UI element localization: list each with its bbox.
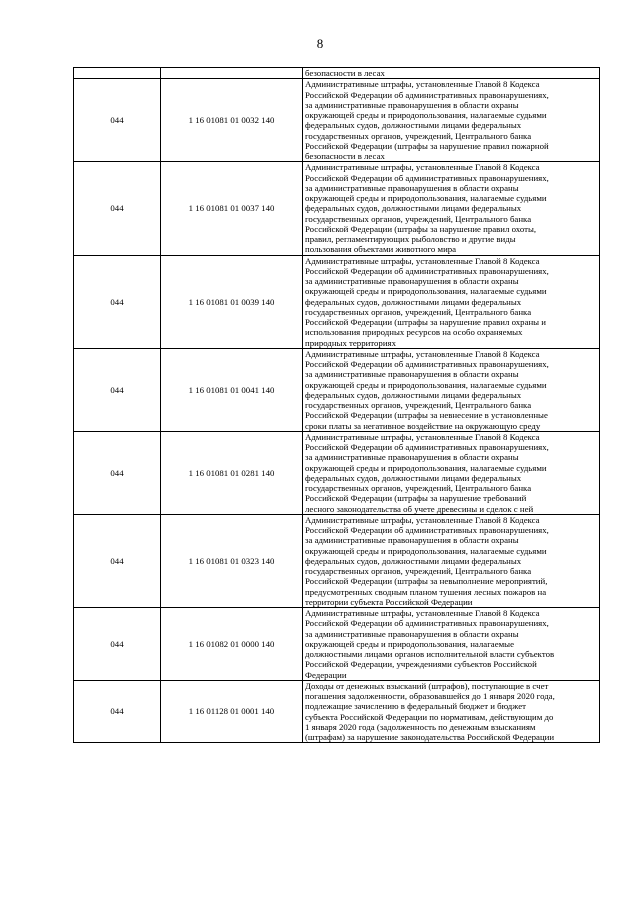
administrator-code-cell [74, 68, 161, 79]
budget-classification-code-cell: 1 16 01082 01 0000 140 [161, 608, 303, 681]
administrator-code-cell: 044 [74, 431, 161, 514]
revenue-name-line: лесного законодательства об учете древесины и сделок с ней [305, 503, 534, 514]
administrator-code-cell: 044 [74, 608, 161, 681]
revenue-name-line: федеральных судов, должностными лицами федеральных [305, 389, 522, 400]
budget-classification-code-cell: 1 16 01081 01 0281 140 [161, 431, 303, 514]
revenue-name-line: Доходы от денежных взысканий (штрафов), поступающие в счет [305, 680, 549, 691]
table-row [74, 514, 600, 607]
revenue-name-line: за административные правонарушения в области охраны [305, 452, 519, 463]
revenue-name-line: использования природных ресурсов на особо охраняемых [305, 327, 523, 338]
revenue-name-line: Российской Федерации об административных правонарушениях, [305, 618, 549, 629]
revenue-name-line: Российской Федерации (штрафы за невнесение в установленные [305, 410, 548, 421]
revenue-name-line: правил, регламентирующих рыболовство и другие виды [305, 234, 516, 244]
revenue-name-line: Административные штрафы, установленные Главой 8 Кодекса [305, 431, 540, 442]
revenue-name-line: безопасности в лесах [305, 68, 385, 78]
revenue-name-line: Российской Федерации об административных правонарушениях, [305, 265, 549, 276]
revenue-name-cell [303, 431, 600, 514]
administrator-code-cell: 044 [74, 255, 161, 348]
revenue-name-line: Административные штрафы, установленные Главой 8 Кодекса [305, 79, 540, 90]
revenue-name-line: Российской Федерации об административных правонарушениях, [305, 172, 549, 183]
revenue-name-line: за административные правонарушения в области охраны [305, 99, 519, 110]
budget-classification-code-cell: 1 16 01081 01 0039 140 [161, 255, 303, 348]
table-row [74, 680, 600, 743]
revenue-name-line: государственных органов, учреждений, Центрального банка [305, 483, 532, 493]
budget-classification-code-cell: 1 16 01128 01 0001 140 [161, 680, 303, 743]
revenue-name-line: территории субъекта Российской Федерации [305, 596, 473, 607]
revenue-name-line: окружающей среды и природопользования, налагаемые [305, 638, 514, 649]
revenue-name-line: Российской Федерации (штрафы за нарушение правил охоты, [305, 223, 537, 234]
revenue-name-cell [303, 162, 600, 255]
revenue-name-line: 1 января 2020 года (задолженность по денежным взысканиям [305, 721, 536, 732]
revenue-name-line: за административные правонарушения в области охраны [305, 369, 519, 380]
revenue-name-line: за административные правонарушения в области охраны [305, 276, 519, 286]
revenue-name-cell [303, 514, 600, 607]
revenue-name-cell [303, 680, 600, 743]
revenue-name-line: сроки платы за негативное воздействие на окружающую среду [305, 420, 541, 431]
revenue-name-line: федеральных судов, должностными лицами федеральных [305, 472, 522, 483]
administrator-code-cell: 044 [74, 162, 161, 255]
revenue-name-line: за административные правонарушения в области охраны [305, 628, 519, 639]
revenue-name-line: Административные штрафы, установленные Главой 8 Кодекса [305, 608, 540, 618]
revenue-name-line: окружающей среды и природопользования, налагаемые судьями [305, 286, 547, 297]
table-row [74, 608, 600, 681]
table-row [74, 255, 600, 348]
budget-classification-code-cell: 1 16 01081 01 0037 140 [161, 162, 303, 255]
revenue-name-line: Российской Федерации (штрафы за нарушение правил охраны и [305, 317, 546, 327]
revenue-name-line: Российской Федерации (штрафы за нарушение правил пожарной [305, 140, 549, 151]
revenue-name-cell [303, 255, 600, 348]
revenue-name-line: Российской Федерации об административных правонарушениях, [305, 359, 549, 369]
revenue-name-cell [303, 68, 600, 79]
revenue-name-line: за административные правонарушения в области охраны [305, 182, 519, 193]
revenue-name-cell [303, 348, 600, 431]
budget-classification-code-cell: 1 16 01081 01 0041 140 [161, 348, 303, 431]
administrator-code-cell: 044 [74, 680, 161, 743]
revenue-name-line: государственных органов, учреждений, Центрального банка [305, 566, 532, 576]
revenue-name-cell [303, 608, 600, 681]
table-row [74, 68, 600, 79]
revenue-name-line: федеральных судов, должностными лицами федеральных [305, 120, 522, 131]
page-number: 8 [316, 36, 324, 51]
revenue-name-line: федеральных судов, должностными лицами федеральных [305, 296, 522, 307]
table-row [74, 431, 600, 514]
revenue-codes-table [73, 67, 600, 743]
revenue-name-line: безопасности в лесах [305, 151, 385, 161]
revenue-name-line: природных территориях [305, 337, 396, 348]
revenue-name-line: за административные правонарушения в области охраны [305, 535, 519, 546]
revenue-name-line: Российской Федерации (штрафы за нарушение требований [305, 493, 527, 504]
revenue-name-line: государственных органов, учреждений, Центрального банка [305, 213, 532, 224]
revenue-name-line: окружающей среды и природопользования, налагаемые судьями [305, 545, 547, 556]
revenue-name-line: Российской Федерации, учреждениями субъектов Российской [305, 659, 537, 670]
revenue-name-line: Российской Федерации об административных правонарушениях, [305, 525, 549, 535]
revenue-name-line: государственных органов, учреждений, Центрального банка [305, 400, 532, 410]
revenue-name-line: Российской Федерации (штрафы за невыполнение мероприятий, [305, 576, 548, 587]
revenue-name-line: погашения задолженности, образовавшейся до 1 января 2020 года, [305, 691, 555, 701]
revenue-name-line: федеральных судов, должностными лицами федеральных [305, 203, 522, 214]
table-row [74, 348, 600, 431]
revenue-name-line: Административные штрафы, установленные Главой 8 Кодекса [305, 348, 540, 359]
revenue-name-line: Российской Федерации об административных правонарушениях, [305, 89, 549, 100]
revenue-name-line: государственных органов, учреждений, Центрального банка [305, 306, 532, 317]
revenue-name-cell [303, 79, 600, 162]
revenue-name-line: субъекта Российской Федерации по нормативам, действующим до [305, 711, 554, 722]
administrator-code-cell: 044 [74, 348, 161, 431]
revenue-name-line: окружающей среды и природопользования, налагаемые судьями [305, 462, 547, 473]
budget-classification-code-cell [161, 68, 303, 79]
revenue-name-line: Российской Федерации об административных правонарушениях, [305, 442, 549, 452]
revenue-name-line: Административные штрафы, установленные Главой 8 Кодекса [305, 162, 540, 173]
revenue-name-line: государственных органов, учреждений, Центрального банка [305, 130, 532, 141]
table-row [74, 79, 600, 162]
revenue-name-line: Административные штрафы, установленные Главой 8 Кодекса [305, 255, 540, 266]
table-row [74, 162, 600, 255]
revenue-name-line: Административные штрафы, установленные Главой 8 Кодекса [305, 514, 540, 525]
revenue-name-line: (штрафам) за нарушение законодательства Российской Федерации [305, 732, 555, 742]
revenue-name-line: окружающей среды и природопользования, налагаемые судьями [305, 110, 547, 120]
budget-classification-code-cell: 1 16 01081 01 0032 140 [161, 79, 303, 162]
revenue-name-line: предусмотренных сводным планом тушения лесных пожаров на [305, 586, 547, 597]
revenue-name-line: пользования объектами животного мира [305, 244, 457, 255]
revenue-name-line: окружающей среды и природопользования, налагаемые судьями [305, 379, 547, 390]
revenue-name-line: федеральных судов, должностными лицами федеральных [305, 555, 522, 566]
administrator-code-cell: 044 [74, 514, 161, 607]
budget-classification-code-cell: 1 16 01081 01 0323 140 [161, 514, 303, 607]
revenue-name-line: Федерации [305, 669, 347, 680]
revenue-name-line: подлежащие зачислению в федеральный бюджет и бюджет [305, 701, 526, 712]
administrator-code-cell: 044 [74, 79, 161, 162]
revenue-name-line: должностными лицами органов исполнительной власти субъектов [305, 649, 555, 659]
revenue-name-line: окружающей среды и природопользования, налагаемые судьями [305, 193, 547, 203]
table-body [74, 68, 600, 743]
